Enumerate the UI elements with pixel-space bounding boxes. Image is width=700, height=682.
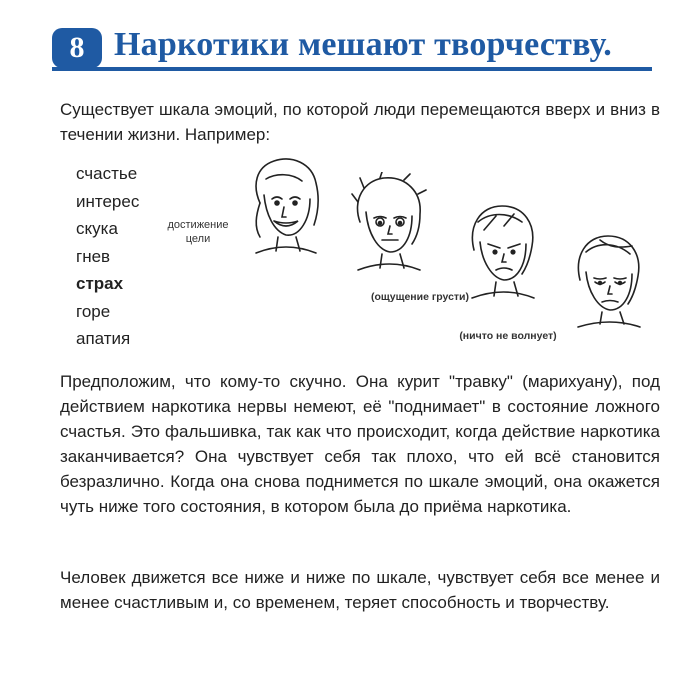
- scale-item-happiness: счастье: [76, 164, 138, 183]
- section-header: [52, 28, 657, 74]
- section-number-badge: 8: [52, 28, 102, 68]
- section-title: Наркотики мешают творчеству.: [114, 26, 612, 63]
- scale-item-apathy: апатия: [76, 329, 131, 348]
- scale-item-fear: страх: [76, 274, 124, 293]
- scale-item-boredom: скука: [76, 219, 118, 238]
- bored-woman-face-icon: [350, 172, 428, 272]
- explanation-paragraph: Предположим, что кому-то скучно. Она курит "травку" (марихуану), под действием наркотика нервы немеют, её "поднимает" в состояние ложного счастья. Это фальшивка, так как что происходит, когда действие наркотика заканчивается? Она чувствует себя так плохо, что ей всё становится безразлично. Когда она снова поднимется по шкале эмоций, она окажется чуть ниже того состояния, в котором была до приёма наркотика.: [60, 372, 660, 516]
- caption-nothing: (ничто не волнует): [459, 330, 557, 342]
- scale-item-interest: интерес: [76, 191, 140, 211]
- caption-goal: достижение цели: [167, 219, 229, 245]
- scale-item-grief: горе: [76, 301, 111, 321]
- title-underline: [52, 67, 652, 71]
- conclusion-paragraph: Человек движется все ниже и ниже по шкале, чувствует себя все менее и менее счастливым и, со временем, теряет способность и творчеству.: [60, 568, 660, 612]
- caption-sadness: (ощущение грусти): [370, 291, 470, 303]
- emotion-scale-list: [76, 160, 139, 353]
- apathetic-woman-face-icon: [570, 228, 648, 328]
- intro-paragraph: Существует шкала эмоций, по которой люди перемещаются вверх и вниз в течении жизни. Например:: [60, 100, 660, 144]
- angry-woman-face-icon: [464, 200, 542, 300]
- happy-woman-face-icon: [246, 155, 324, 255]
- scale-item-anger: гнев: [76, 246, 111, 266]
